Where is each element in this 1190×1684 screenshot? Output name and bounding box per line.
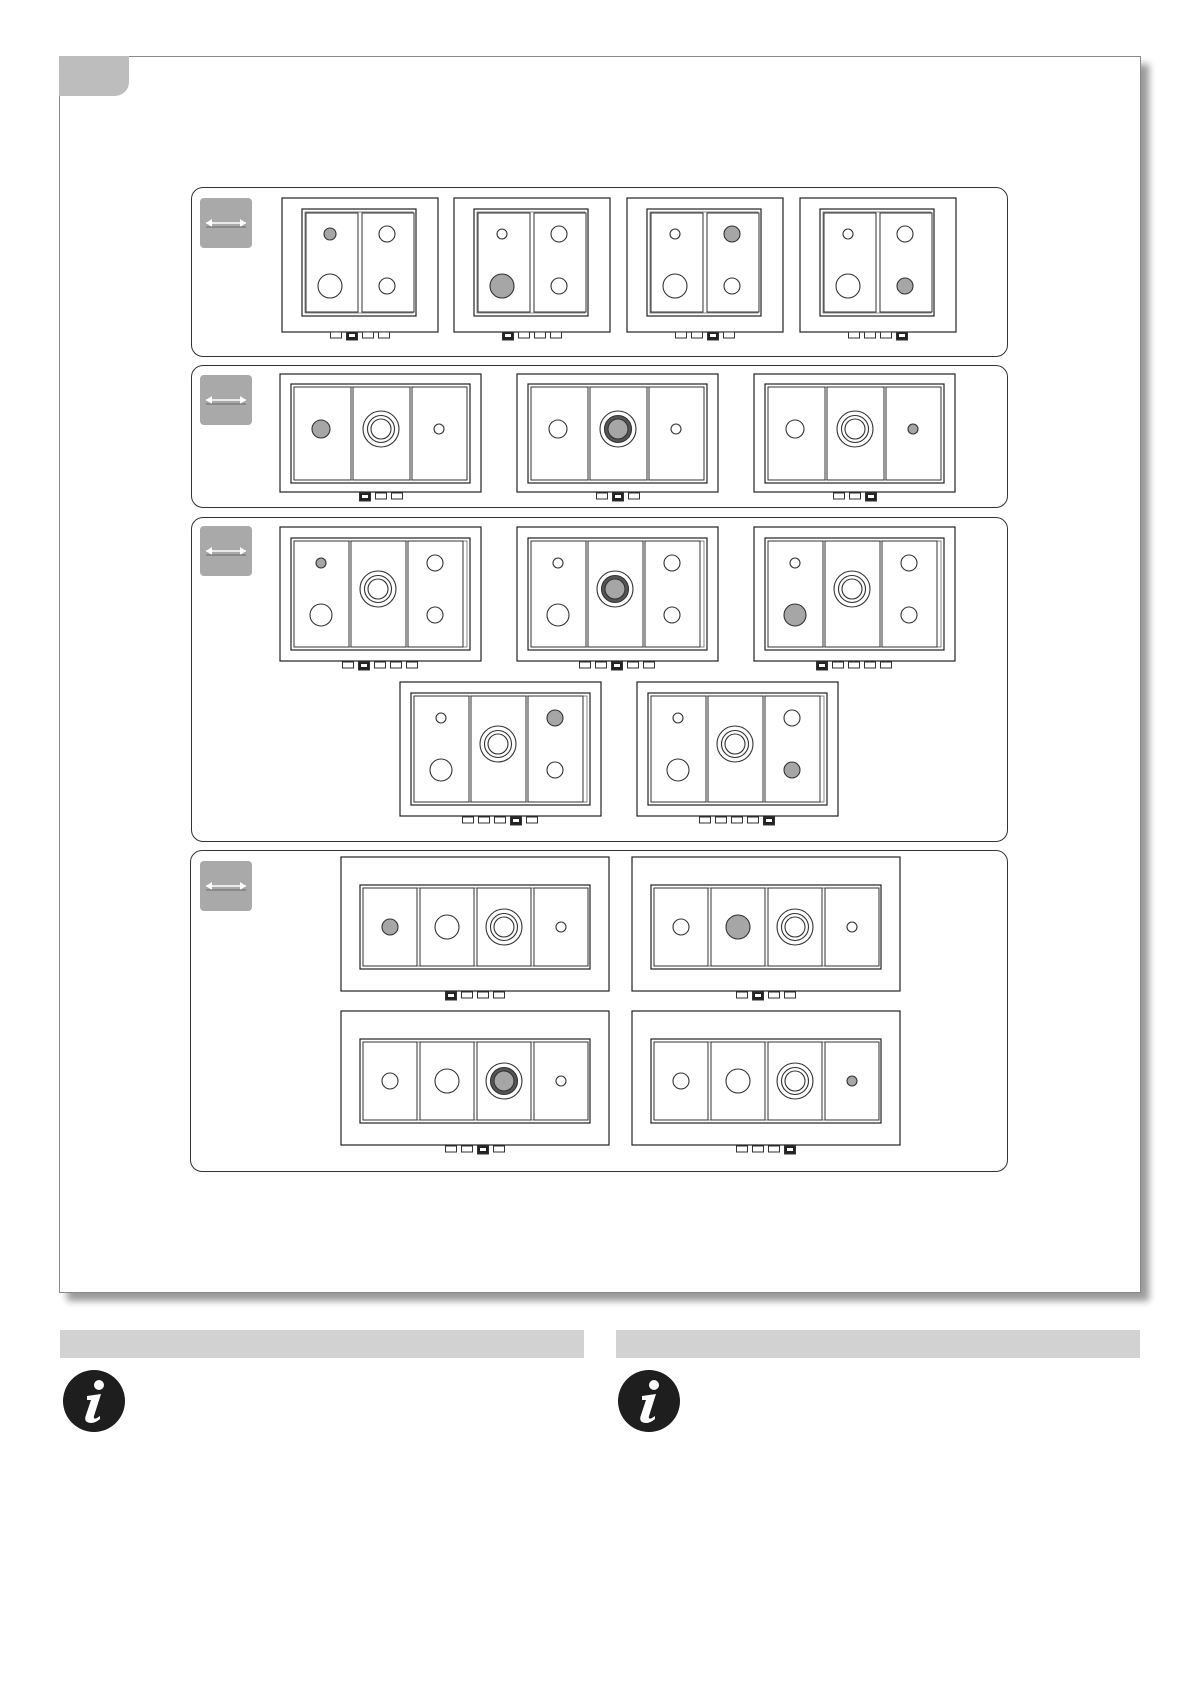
right-section-bar: [616, 1330, 1140, 1358]
width-badge: [200, 375, 252, 425]
width-badge: [200, 198, 252, 248]
width-badge: [200, 526, 252, 576]
hob-width-group-3: [191, 517, 1008, 842]
figure-tab: [59, 56, 129, 96]
info-icon: [618, 1370, 680, 1432]
width-arrow-icon: [203, 216, 249, 230]
left-section-bar: [60, 1330, 584, 1358]
info-icon: [63, 1370, 125, 1432]
width-arrow-icon: [203, 544, 249, 558]
hob-width-group-2: [191, 365, 1008, 508]
hob-width-group-4: [190, 850, 1008, 1172]
width-arrow-icon: [203, 879, 249, 893]
width-badge: [200, 861, 252, 911]
width-arrow-icon: [203, 393, 249, 407]
hob-width-group-1: [191, 187, 1008, 357]
